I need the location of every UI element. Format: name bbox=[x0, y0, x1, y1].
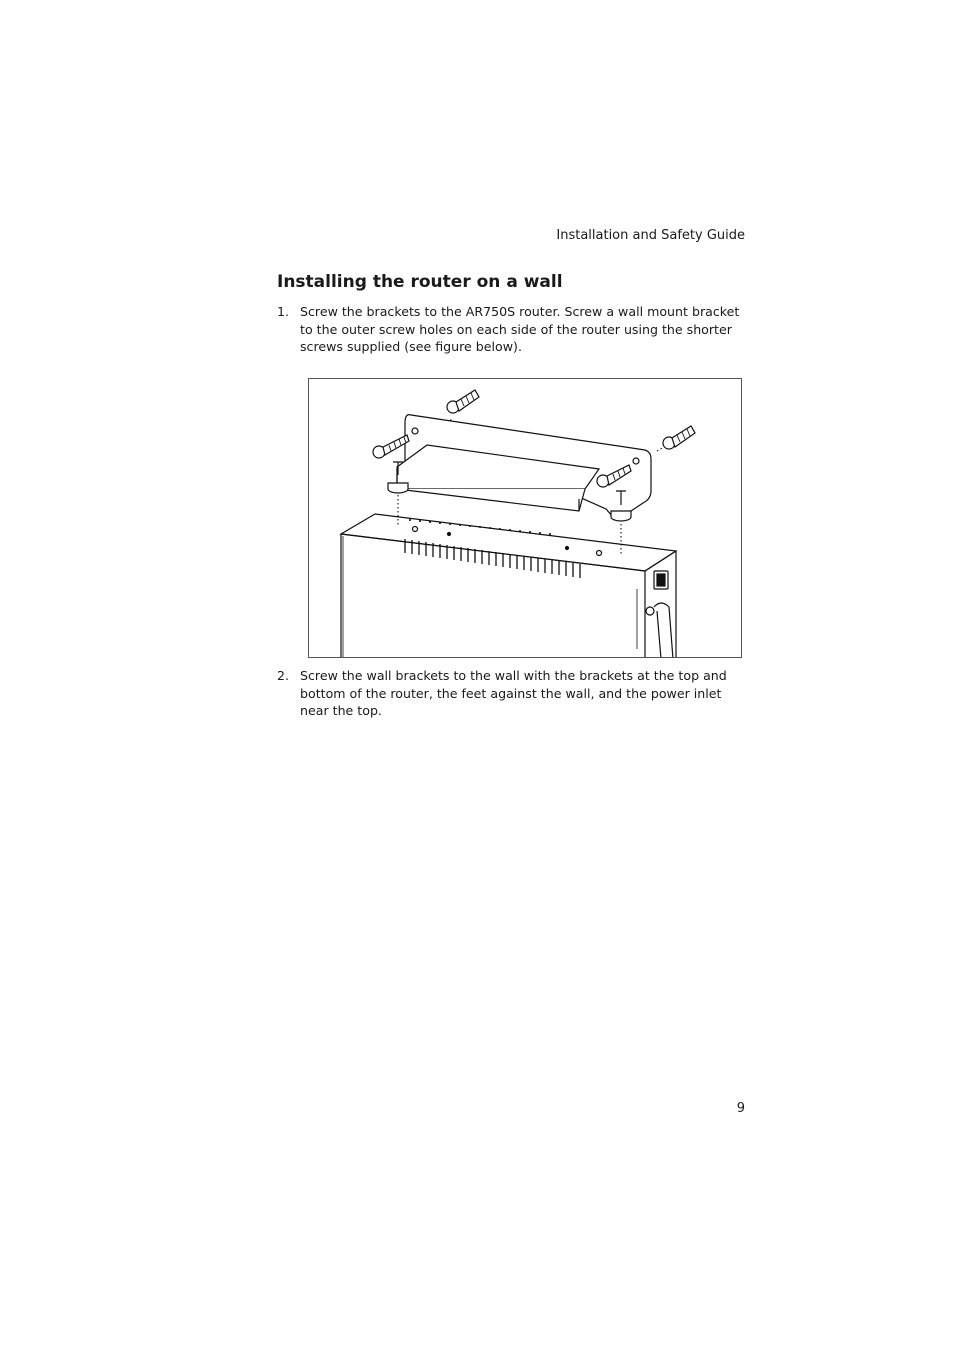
router-screw-hole bbox=[448, 533, 451, 536]
wall-mount-bracket bbox=[388, 415, 651, 521]
step-text: Screw the brackets to the AR750S router. Screw a wall mount bracket to the outer screw holes on each side of the router using the shorter screws supplied (see figure below). bbox=[300, 304, 740, 354]
power-inlet bbox=[654, 603, 673, 658]
running-header: Installation and Safety Guide bbox=[556, 228, 745, 243]
step-item-1 bbox=[277, 303, 747, 356]
step-number: 2. bbox=[277, 668, 290, 683]
router-screw-hole bbox=[566, 547, 569, 550]
step-number: 1. bbox=[277, 304, 290, 319]
router-body bbox=[341, 514, 676, 658]
wall-mount-diagram bbox=[309, 379, 742, 658]
step-text: Screw the wall brackets to the wall with the brackets at the top and bottom of the router, the feet against the wall, and the power inlet near the top. bbox=[300, 668, 727, 718]
page-number: 9 bbox=[736, 1101, 745, 1116]
step-item-2 bbox=[277, 667, 747, 720]
section-title: Installing the router on a wall bbox=[277, 272, 563, 292]
figure-wall-mount-illustration bbox=[308, 378, 742, 658]
